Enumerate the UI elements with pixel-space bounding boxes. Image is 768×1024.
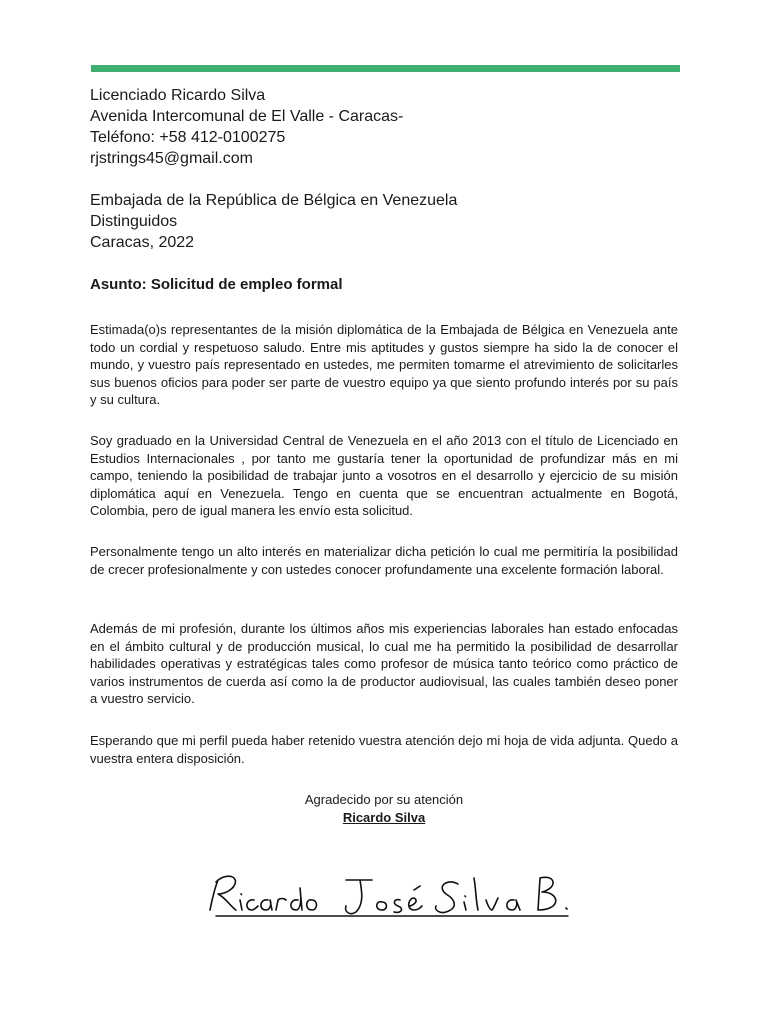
closing-block [184, 791, 584, 827]
handwritten-signature [196, 858, 576, 938]
closing-signatory-name: Ricardo Silva [342, 810, 426, 825]
sender-name: Licenciado Ricardo Silva [90, 87, 266, 104]
body-paragraph-4: Además de mi profesión, durante los últimos años mis experiencias laborales han estado enfocadas en el ámbito cultural y de producción musical, lo cual me ha permitido la posibilidad de desarrollar habilidades operativas y estratégicas tales como profesor de música tanto teórico como práctico de varios instrumentos de cuerda así como la de productor audiovisual, las cuales también deseo poner a vuestro servicio. [90, 621, 678, 706]
body-paragraph-2: Soy graduado en la Universidad Central de Venezuela en el año 2013 con el título de Licenciado en Estudios Internacionales , por tanto me gustaría tener la oportunidad de profundizar más en mi campo, teniendo la posibilidad de trabajar junto a vosotros en el desarrollo y ejercicio de su misión diplomática aquí en Venezuela. Tengo en cuenta que se encuentran actualmente en Bogotá, Colombia, pero de igual manera les envío esta solicitud. [90, 433, 678, 518]
recipient-block [90, 190, 680, 253]
place-date: Caracas, 2022 [90, 234, 195, 251]
sender-email: rjstrings45@gmail.com [90, 150, 253, 167]
sender-address: Avenida Intercomunal de El Valle - Caracas- [90, 108, 404, 125]
body-paragraph-1: Estimada(o)s representantes de la misión diplomática de la Embajada de Bélgica en Venezuela ante todo un cordial y respetuoso saludo. Entre mis aptitudes y gustos siempre ha sido la de conocer el mundo, y vuestro país representado en ustedes, me permiten tomarme el atrevimiento de solicitarles sus buenos oficios para poder ser parte de vuestro equipo ya que siento profundo interés por su país y su cultura. [90, 322, 678, 407]
body-paragraph-5: Esperando que mi perfil pueda haber retenido vuestra atención dejo mi hoja de vida adjunta. Quedo a vuestra entera disposición. [90, 733, 678, 766]
sender-block [90, 85, 680, 169]
recipient-salutation: Distinguidos [90, 213, 178, 230]
recipient-institution: Embajada de la República de Bélgica en Venezuela [90, 192, 458, 209]
sender-phone: Teléfono: +58 412-0100275 [90, 129, 286, 146]
top-accent-rule [91, 65, 680, 72]
closing-line: Agradecido por su atención [304, 792, 464, 807]
subject-line: Asunto: Solicitud de empleo formal [90, 276, 343, 293]
body-paragraph-3: Personalmente tengo un alto interés en materializar dicha petición lo cual me permitiría la posibilidad de crecer profesionalmente y con ustedes conocer profundamente una excelente formación laboral. [90, 544, 678, 577]
